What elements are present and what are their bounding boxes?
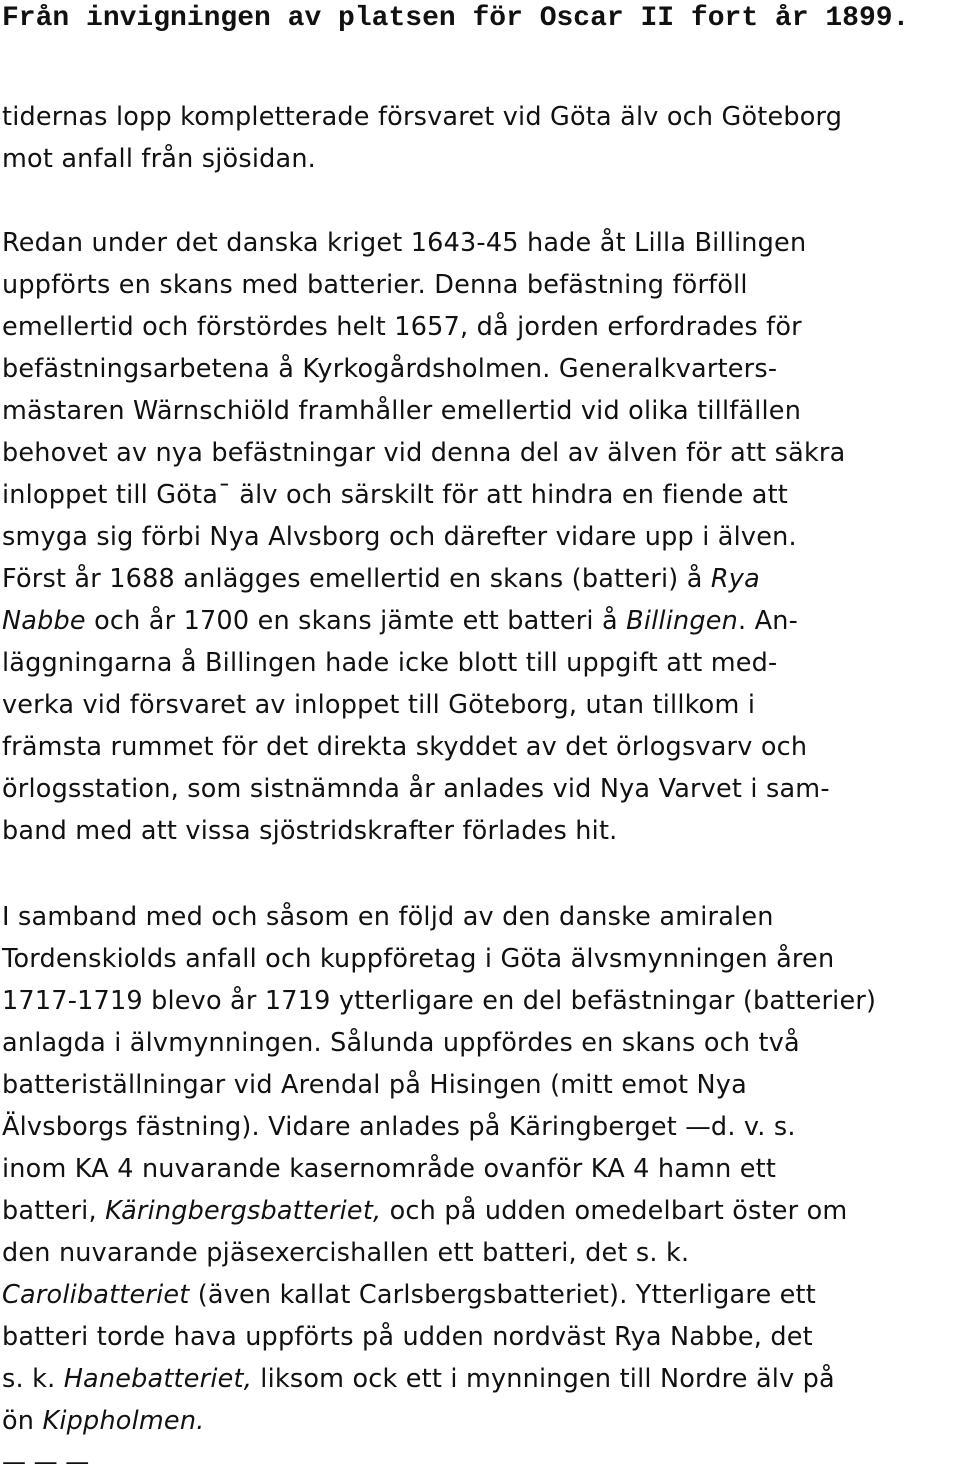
text-line <box>2 684 845 726</box>
text-segment: och på udden omedelbart öster om <box>381 1196 848 1226</box>
text-segment: 1717-1719 blevo år 1719 ytterligare en del befästningar (batterier) <box>2 986 877 1016</box>
text-line <box>2 810 845 852</box>
text-line <box>2 1400 876 1442</box>
text-line <box>2 1316 876 1358</box>
text-segment: Tordenskiolds anfall och kuppföretag i Göta älvsmynningen åren <box>2 944 835 974</box>
text-line <box>2 642 845 684</box>
text-line <box>2 264 845 306</box>
text-segment: behovet av nya befästningar vid denna del av älven för att säkra <box>2 438 846 468</box>
text-line <box>2 1190 876 1232</box>
italic-segment: Kippholmen. <box>42 1406 205 1436</box>
text-line <box>2 390 845 432</box>
text-line <box>2 558 845 600</box>
text-segment: batteri torde hava uppförts på udden nordväst Rya Nabbe, det <box>2 1322 813 1352</box>
text-line <box>2 896 876 938</box>
text-line <box>2 1064 876 1106</box>
text-segment: inloppet till Göta¯ älv och särskilt för att hindra en fiende att <box>2 480 788 510</box>
text-line <box>2 1232 876 1274</box>
text-line: mot anfall från sjösidan. <box>2 144 316 174</box>
italic-segment: Billingen <box>626 606 738 636</box>
text-line <box>2 432 845 474</box>
history-paragraph <box>2 222 845 852</box>
text-line <box>2 938 876 980</box>
text-segment: batteri, <box>2 1196 106 1226</box>
italic-segment: Hanebatteriet, <box>63 1364 252 1394</box>
italic-segment: Carolibatteriet <box>2 1280 190 1310</box>
text-line <box>2 1148 876 1190</box>
text-line <box>2 474 845 516</box>
text-segment: befästningsarbetena å Kyrkogårdsholmen. Generalkvarters- <box>2 354 778 384</box>
end-mark: — — — <box>2 1448 90 1476</box>
text-line <box>2 516 845 558</box>
text-segment: inom KA 4 nuvarande kasernområde ovanför KA 4 hamn ett <box>2 1154 777 1184</box>
text-line <box>2 1358 876 1400</box>
text-line <box>2 348 845 390</box>
text-segment: liksom ock ett i mynningen till Nordre älv på <box>252 1364 835 1394</box>
text-segment: mästaren Wärnschiöld framhåller emellertid vid olika tillfällen <box>2 396 802 426</box>
text-segment: och år 1700 en skans jämte ett batteri å <box>85 606 627 636</box>
text-segment: främsta rummet för det direkta skyddet av det örlogsvarv och <box>2 732 808 762</box>
text-segment: band med att vissa sjöstridskrafter förlades hit. <box>2 816 618 846</box>
text-line <box>2 1022 876 1064</box>
text-line <box>2 306 845 348</box>
text-segment: Först år 1688 anlägges emellertid en skans (batteri) å <box>2 564 711 594</box>
batteries-paragraph <box>2 896 876 1442</box>
text-line <box>2 1106 876 1148</box>
text-segment: Redan under det danska kriget 1643-45 hade åt Lilla Billingen <box>2 228 807 258</box>
text-segment: anlagda i älvmynningen. Sålunda uppfördes en skans och två <box>2 1028 800 1058</box>
page-title: Från invigningen av platsen för Oscar II fort år 1899. <box>2 3 910 34</box>
text-line <box>2 768 845 810</box>
text-segment: smyga sig förbi Nya Alvsborg och därefter vidare upp i älven. <box>2 522 797 552</box>
text-line <box>2 222 845 264</box>
text-segment: örlogsstation, som sistnämnda år anlades vid Nya Varvet i sam- <box>2 774 830 804</box>
text-segment: (även kallat Carlsbergsbatteriet). Ytterligare ett <box>189 1280 816 1310</box>
intro-paragraph <box>2 96 842 180</box>
text-segment: s. k. <box>2 1364 64 1394</box>
italic-segment: Rya <box>710 564 760 594</box>
text-segment: läggningarna å Billingen hade icke blott till uppgift att med- <box>2 648 778 678</box>
text-segment: uppförts en skans med batterier. Denna befästning förföll <box>2 270 748 300</box>
text-line <box>2 726 845 768</box>
text-line <box>2 600 845 642</box>
text-line <box>2 1274 876 1316</box>
text-segment: emellertid och förstördes helt 1657, då jorden erfordrades för <box>2 312 802 342</box>
text-segment: batteriställningar vid Arendal på Hisingen (mitt emot Nya <box>2 1070 747 1100</box>
text-segment: Älvsborgs fästning). Vidare anlades på Käringberget —d. v. s. <box>2 1112 796 1142</box>
text-line: tidernas lopp kompletterade försvaret vid Göta älv och Göteborg <box>2 102 843 132</box>
text-line <box>2 980 876 1022</box>
text-segment: . An- <box>738 606 799 636</box>
text-segment: I samband med och såsom en följd av den danske amiralen <box>2 902 774 932</box>
text-segment: den nuvarande pjäsexercishallen ett batteri, det s. k. <box>2 1238 690 1268</box>
italic-segment: Käringbergsbatteriet, <box>105 1196 382 1226</box>
text-segment: ön <box>2 1406 43 1436</box>
italic-segment: Nabbe <box>2 606 86 636</box>
text-segment: verka vid försvaret av inloppet till Göteborg, utan tillkom i <box>2 690 756 720</box>
